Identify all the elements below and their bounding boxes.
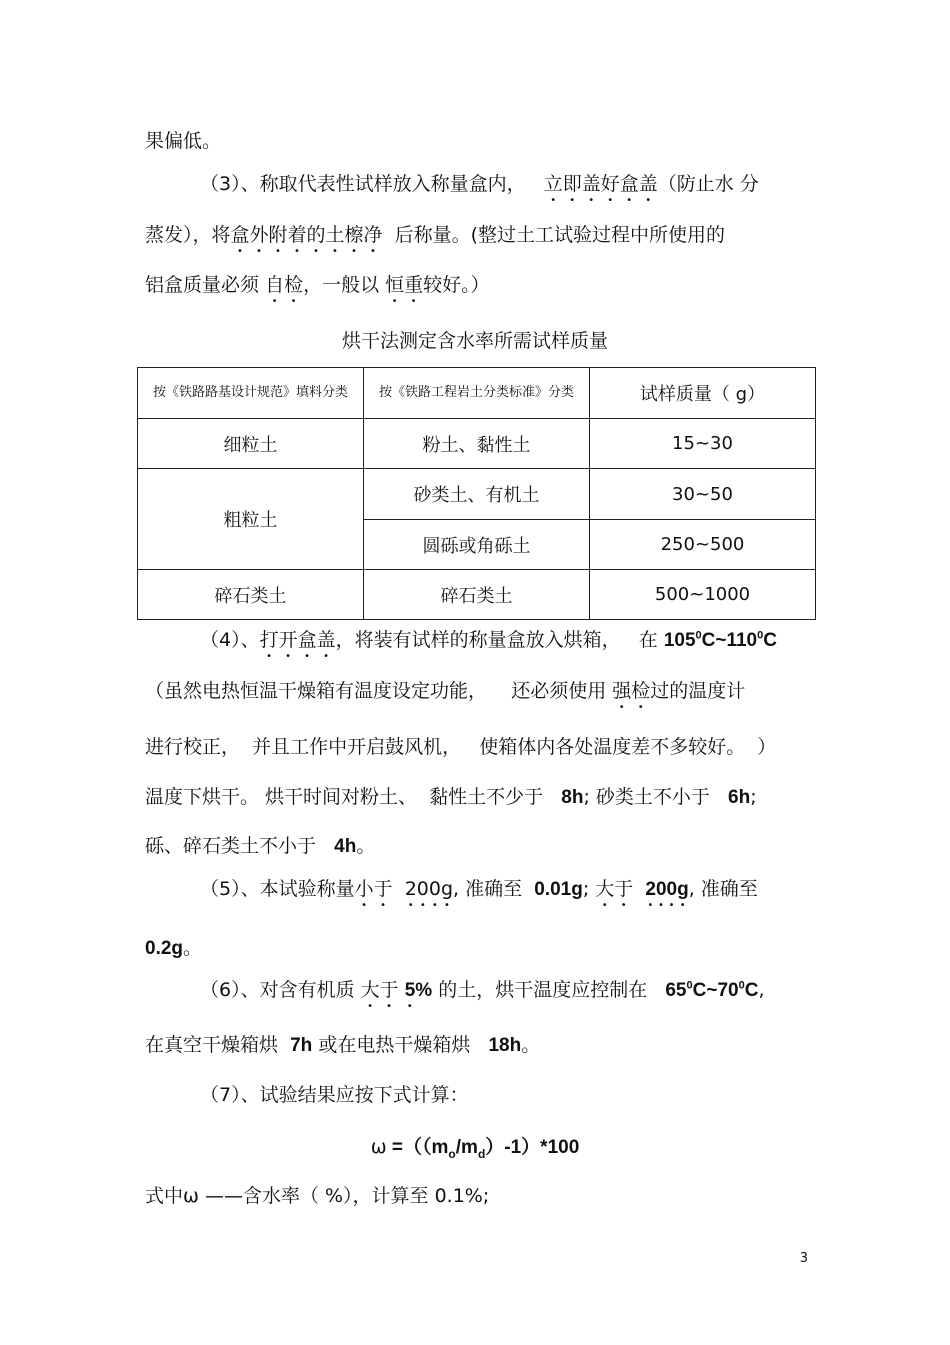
- paragraph-line: （虽然电热恒温干燥箱有温度设定功能， 还必须使用 强检过的温度计: [145, 680, 746, 702]
- formula-note: 式中ω ——含水率（ %），计算至 0.1%;: [145, 1185, 490, 1207]
- emphasis-text: 200g: [645, 879, 689, 900]
- table-cell: 500~1000: [590, 570, 816, 620]
- emphasis-text: 大于: [360, 979, 399, 1001]
- paragraph-line: 0.2g。: [145, 937, 203, 959]
- table-row: [138, 570, 816, 620]
- table-cell: 碎石类土: [138, 570, 364, 620]
- paragraph-line: （5）、本试验称量小于 200g, 准确至 0.01g; 大于 200g, 准确至: [200, 878, 758, 900]
- emphasis-text: 强检: [612, 680, 651, 702]
- emphasis-text: 立即盖好盒盖: [543, 173, 658, 195]
- page-number: 3: [799, 1251, 808, 1266]
- paragraph-line: 蒸发），将盒外附着的土檫净 后称量。(整过土工试验过程中所使用的: [145, 224, 726, 246]
- paragraph-line: （6）、对含有机质 大于 5% 的土，烘干温度应控制在 $65^0C\sim 70^0C$,: [200, 979, 765, 1001]
- sample-mass-table: [137, 367, 816, 620]
- table-cell: 15~30: [590, 419, 816, 469]
- paragraph-line: 在真空干燥箱烘 7h 或在电热干燥箱烘 18h。: [145, 1034, 541, 1056]
- table-cell: 30~50: [590, 469, 816, 520]
- table-cell: 250~500: [590, 520, 816, 570]
- table-cell: 粉土、黏性土: [364, 419, 590, 469]
- table-title: 烘干法测定含水率所需试样质量: [341, 330, 608, 352]
- table-cell: 细粒土: [138, 419, 364, 469]
- table-cell: 碎石类土: [364, 570, 590, 620]
- table-cell: 粗粒土: [138, 469, 364, 570]
- header-cell: 试样质量（ g）: [590, 368, 816, 419]
- header-cell: 按《铁路路基设计规范》填料分类: [138, 368, 364, 419]
- table-cell: 圆砾或角砾土: [364, 520, 590, 570]
- emphasis-text: 恒重: [385, 274, 424, 296]
- emphasis-text: 5%: [404, 980, 433, 1001]
- paragraph-line: 温度下烘干。 烘干时间对粉土、 黏性土不少于 8h; 砂类土不小于 6h;: [145, 786, 757, 808]
- paragraph-line: （7）、试验结果应按下式计算：: [200, 1084, 469, 1106]
- header-cell: 按《铁路工程岩土分类标准》分类: [364, 368, 590, 419]
- emphasis-text: 大于: [595, 878, 634, 900]
- paragraph-line: 进行校正， 并且工作中开启鼓风机， 使箱体内各处温度差不多较好。 ）: [145, 736, 777, 758]
- emphasis-text: 自检: [265, 274, 304, 296]
- paragraph-line: 果偏低。: [145, 130, 222, 152]
- paragraph-line: （3）、称取代表性试样放入称量盒内， 立即盖好盒盖（防止水 分: [200, 173, 759, 195]
- emphasis-text: 打开盒盖: [259, 629, 336, 651]
- paragraph-line: （4）、打开盒盖，将装有试样的称量盒放入烘箱， 在 $105^0C\sim 110^0C$: [200, 629, 777, 651]
- table-row: [138, 419, 816, 469]
- formula: $\omega =((m_o/m_d)-1)*100$: [370, 1136, 580, 1161]
- emphasis-text: 小于: [354, 878, 393, 900]
- table-header-row: [138, 368, 816, 419]
- table-cell: 砂类土、有机土: [364, 469, 590, 520]
- emphasis-text: 200g: [404, 878, 454, 900]
- paragraph-line: 砾、碎石类土不小于 4h。: [145, 835, 376, 857]
- table-row: [138, 469, 816, 520]
- paragraph-line: 铝盒质量必须 自检，一般以 恒重较好。）: [145, 274, 490, 296]
- emphasis-text: 盒外附着的土檫净: [230, 224, 383, 246]
